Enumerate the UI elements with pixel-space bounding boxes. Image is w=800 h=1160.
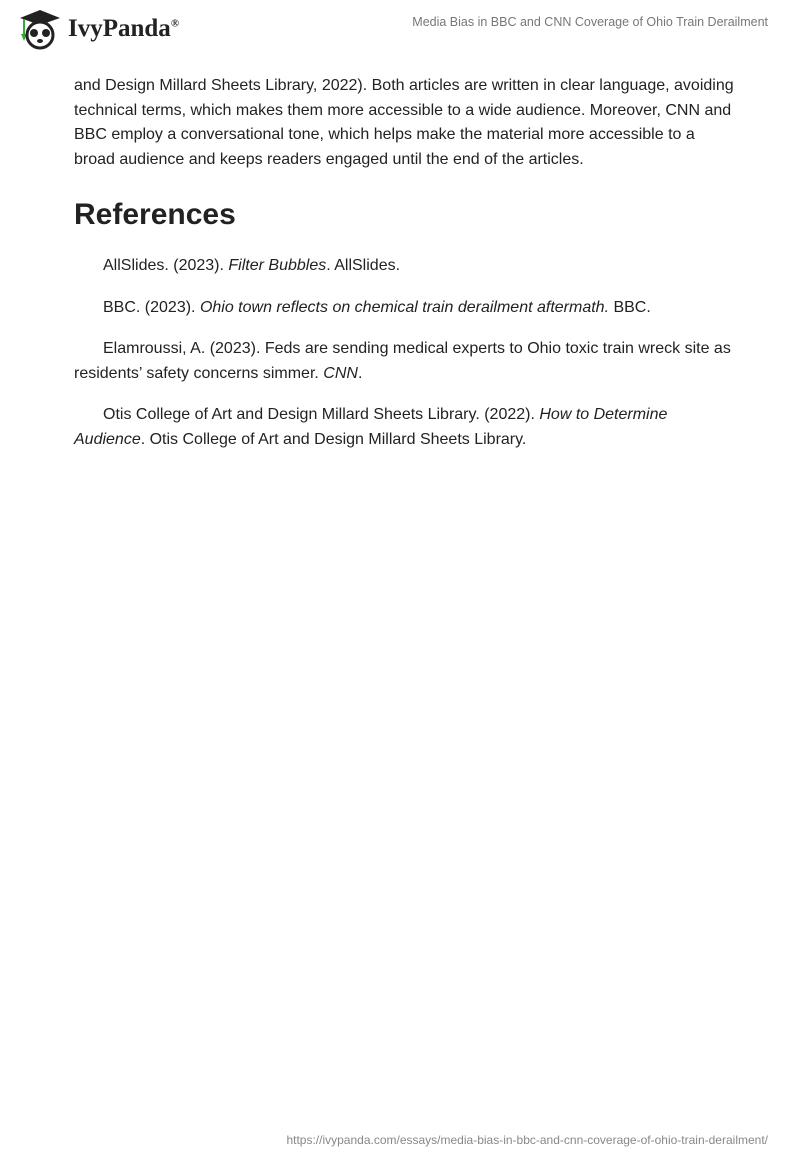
document-body	[74, 74, 734, 469]
reference-item	[74, 403, 734, 452]
ivypanda-logo[interactable]	[16, 8, 179, 50]
body-paragraph: and Design Millard Sheets Library, 2022). Both articles are written in clear language, avoiding technical terms, which makes them more accessible to a wide audience. Moreover, CNN and BBC employ a conversational tone, which helps make the material more accessible to a broad audience and keeps readers engaged until the end of the articles.	[74, 77, 734, 168]
reference-title: Filter Bubbles	[228, 257, 327, 274]
reference-text: . AllSlides.	[326, 257, 401, 274]
reference-text: Otis College of Art and Design Millard Sheets Library. (2022).	[103, 406, 540, 423]
footer-url[interactable]: https://ivypanda.com/essays/media-bias-in-bbc-and-cnn-coverage-of-ohio-train-derailment/	[286, 1133, 768, 1147]
reference-text: AllSlides. (2023).	[103, 257, 229, 274]
header-title: Media Bias in BBC and CNN Coverage of Ohio Train Derailment	[412, 15, 768, 29]
reference-title: CNN	[323, 364, 358, 382]
reference-text: .	[357, 364, 363, 382]
reference-text: Elamroussi, A. (2023). Feds are sending medical experts to Ohio toxic train wreck site as residents’ safety concerns simmer.	[74, 340, 731, 382]
reference-text: . Otis College of Art and Design Millard Sheets Library.	[140, 430, 527, 448]
reference-item	[74, 296, 734, 321]
reference-text: BBC. (2023).	[103, 298, 200, 316]
registered-mark: ®	[170, 17, 180, 30]
reference-title: How to Determine Audience	[74, 406, 668, 448]
reference-item	[74, 254, 734, 279]
reference-title: Ohio town reflects on chemical train derailment aftermath.	[199, 298, 610, 316]
panda-graduate-icon	[16, 8, 62, 50]
reference-text: BBC.	[609, 298, 651, 316]
logo-text: IvyPanda	[68, 15, 171, 42]
reference-item	[74, 337, 734, 386]
references-heading: References	[74, 198, 236, 231]
